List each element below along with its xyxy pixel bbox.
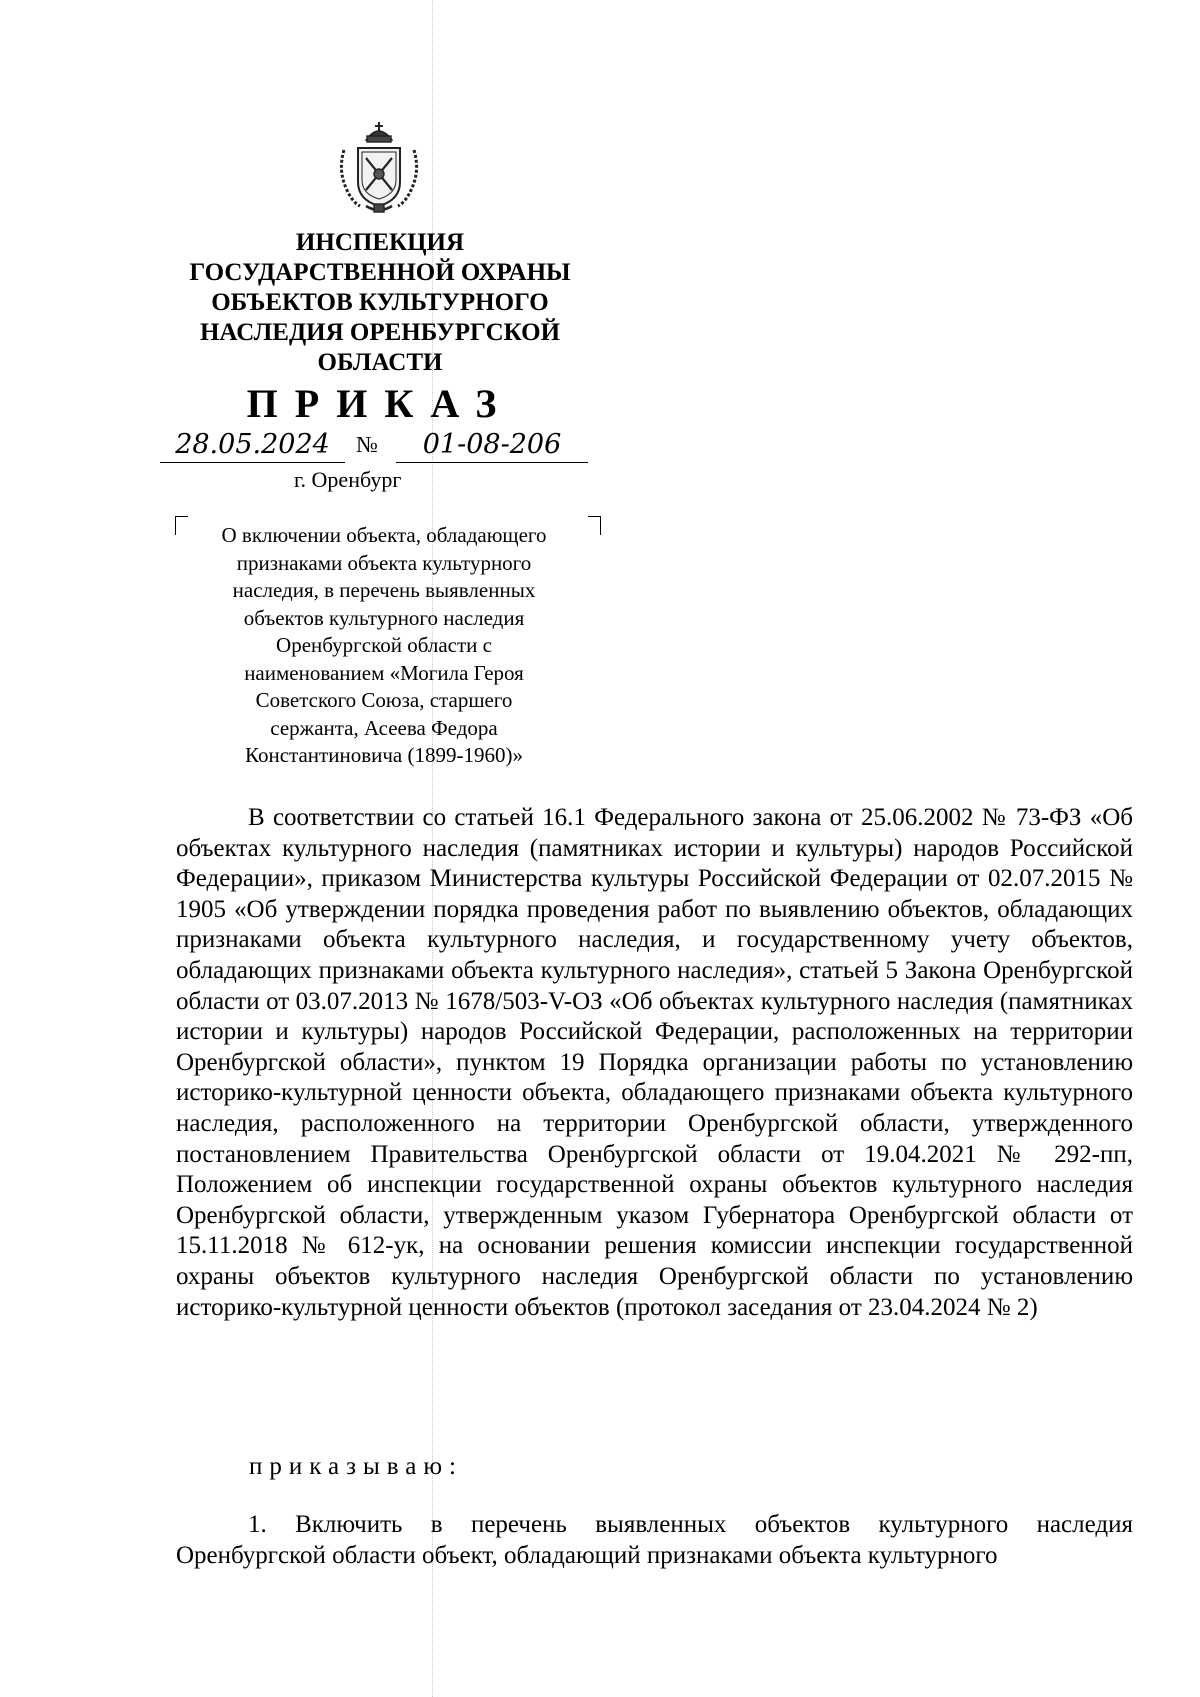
subject-line: наименованием «Могила Героя	[244, 660, 524, 685]
subject-line: Советского Союза, старшего	[255, 688, 513, 712]
order-date: 28.05.2024	[160, 428, 345, 463]
order-number: 01-08-206	[396, 428, 588, 463]
order-subject	[182, 522, 586, 770]
subject-line: О включении объекта, обладающего	[221, 523, 547, 547]
subject-line: Оренбургской области с	[276, 633, 492, 657]
subject-line: признаками объекта культурного	[236, 550, 532, 575]
organization-line: ОБЛАСТИ	[317, 349, 443, 376]
subject-line: Константиновича (1899-1960)»	[245, 743, 523, 767]
organization-line: ГОСУДАРСТВЕННОЙ ОХРАНЫ	[189, 259, 571, 286]
order-item-1: 1. Включить в перечень выявленных объектов культурного наследия Оренбургской области объект, обладающий признаками объекта культурного	[176, 1511, 1133, 1569]
subject-line: объектов культурного наследия	[243, 605, 525, 630]
preamble-paragraph: В соответствии со статьей 16.1 Федерального закона от 25.06.2002 № 73-ФЗ «Об объектах культурного наследия (памятниках истории и культуры) народов Российской Федерации», приказом Министерства культуры Российской Федерации от 02.07.2015 № 1905 «Об утверждении порядка проведения работ по выявлению объектов, обладающих признаками объекта культурного наследия, и государственному учету объектов, обладающих признаками объекта культурного наследия», статьей 5 Закона Оренбургской области от 03.07.2013 № 1678/503-V-ОЗ «Об объектах культурного наследия (памятниках истории и культуры) народов Российской Федерации, расположенных на территории Оренбургской области», пунктом 19 Порядка организации работы по установлению историко-культурной ценности объекта, обладающего признаками объекта культурного наследия, расположенного на территории Оренбургской области, утвержденного постановлением Правительства Оренбургской области от 19.04.2021 № 292-пп, Положением об инспекции государственной охраны объектов культурного наследия Оренбургской области, утвержденным указом Губернатора Оренбургской области от 15.11.2018 № 612-ук, на основании решения комиссии инспекции государственной охраны объектов культурного наследия Оренбургской области по установлению историко-культурной ценности объектов (протокол заседания от 23.04.2024 № 2)	[176, 804, 1133, 1321]
organization-name	[160, 228, 600, 378]
subject-line: наследия, в перечень выявленных	[232, 578, 536, 602]
order-items	[176, 1510, 1133, 1571]
organization-line: ИНСПЕКЦИЯ	[295, 229, 465, 256]
coat-of-arms-emblem	[336, 120, 422, 216]
number-sign: №	[356, 432, 378, 457]
registration-line	[158, 428, 618, 468]
organization-line: ОБЪЕКТОВ КУЛЬТУРНОГО	[211, 289, 549, 316]
bracket-corner-right	[588, 516, 601, 535]
decree-word: приказываю:	[249, 1453, 463, 1480]
preamble-section	[176, 803, 1133, 1323]
order-title: ПРИКАЗ	[246, 381, 514, 426]
organization-line: НАСЛЕДИЯ ОРЕНБУРГСКОЙ	[199, 319, 561, 346]
subject-line: сержанта, Асеева Федора	[270, 715, 498, 740]
city: г. Оренбург	[294, 467, 402, 492]
